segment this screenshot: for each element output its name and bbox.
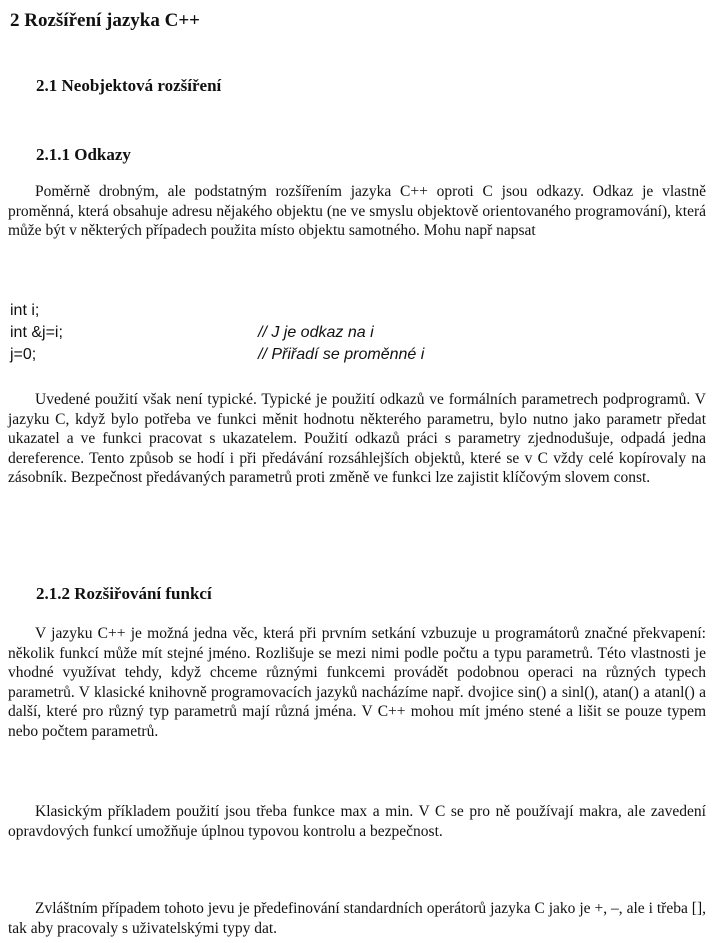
paragraph-odkazy-intro: Poměrně drobným, ale podstatným rozšířením jazyka C++ oproti C jsou odkazy. Odkaz je vlastně proměnná, která obsahuje adresu nějakého objektu (ne ve smyslu objektově orientovaného programování), která může být v některých případech použita místo objektu samotného. Mohu např napsat <box>8 183 706 239</box>
code-statement: int &j=i; <box>10 324 63 341</box>
code-block <box>10 300 700 366</box>
code-line <box>10 322 700 344</box>
code-line <box>10 344 700 366</box>
paragraph-funkce-operators: Zvláštním případem tohoto jevu je předefinování standardních operátorů jazyka C jako je +, –, ale i třeba [], tak aby pracovaly s uživatelskými typy dat. <box>8 900 706 937</box>
paragraph-odkazy-usage: Uvedené použití však není typické. Typické je použití odkazů ve formálních parametrech podprogramů. V jazyku C, když bylo potřeba ve funkci měnit hodnotu některého parametru, bylo nutno jako parametr předat ukazatel a ve funkci pracovat s ukazatelem. Použití odkazů práci s parametry zjednodušuje, odpadá jedna dereference. Tento způsob se hodí i při předávání rozsáhlejších objektů, které se v C vždy celé kopírovaly na zásobník. Bezpečnost předávaných parametrů proti změně ve funkci lze zajistit klíčovým slovem const. <box>8 391 706 486</box>
code-statement: j=0; <box>10 346 37 363</box>
section-title: 2.1 Neobjektová rozšíření <box>36 76 222 95</box>
paragraph-funkce-overloading: V jazyku C++ je možná jedna věc, která při prvním setkání vzbuzuje u programátorů značné překvapení: několik funkcí může mít stejné jméno. Rozlišuje se mezi nimi podle počtu a typu parametrů. Této vlastnosti je vhodné využívat tehdy, když chceme různými funkcemi provádět podobnou operaci na různých typech parametrů. V klasické knihovně programovacích jazyků nacházíme např. dvojice sin() a sinl(), atan() a atanl() a další, které pro různý typ parametrů mají různá jména. V C++ mohou mít jméno stené a lišit se pouze typem nebo počtem parametrů. <box>8 625 706 740</box>
subsection-title-funkce: 2.1.2 Rozšiřování funkcí <box>36 584 212 603</box>
chapter-title: 2 Rozšíření jazyka C++ <box>10 10 200 31</box>
code-comment: // J je odkaz na i <box>258 324 374 341</box>
subsection-title-odkazy: 2.1.1 Odkazy <box>36 145 131 164</box>
code-comment: // Přiřadí se proměnné i <box>258 346 425 363</box>
code-statement: int i; <box>10 302 40 319</box>
paragraph-funkce-max-min: Klasickým příkladem použití jsou třeba funkce max a min. V C se pro ně používají makra, ale zavedení opravdových funkcí umožňuje úplnou typovou kontrolu a bezpečnost. <box>8 803 706 840</box>
code-line <box>10 300 700 322</box>
